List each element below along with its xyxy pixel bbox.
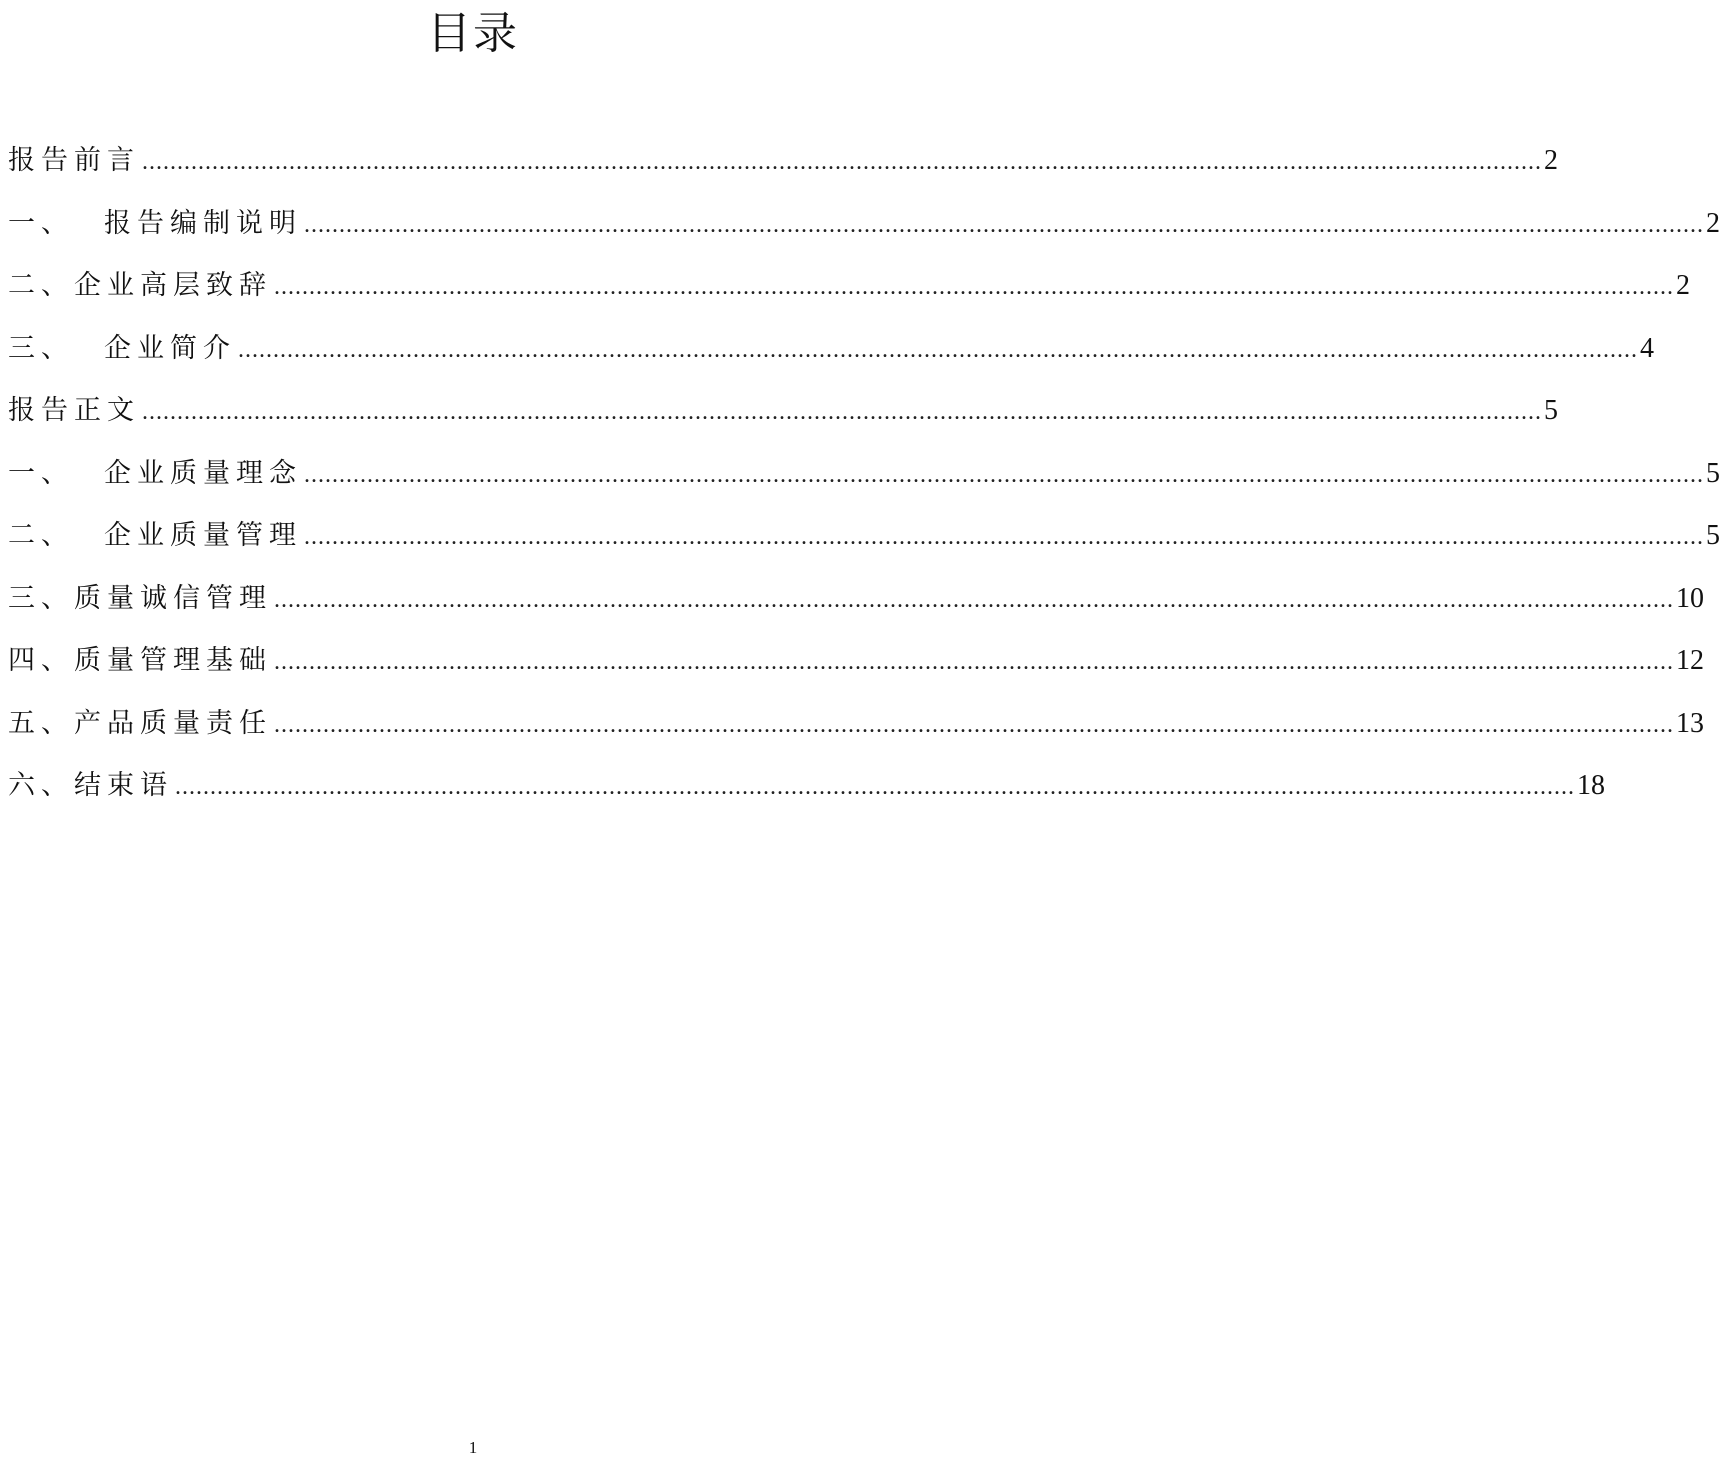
toc-entry[interactable] <box>8 568 1704 631</box>
toc-entry[interactable] <box>8 693 1704 756</box>
toc-dot-leader: ........................................................................................................................................................................................................ <box>304 461 1704 488</box>
toc-dot-leader: ........................................................................................................................................................................................................ <box>142 149 1542 175</box>
toc-entry-page: 13 <box>1676 707 1704 739</box>
toc-entry[interactable] <box>8 755 1605 818</box>
toc-entry-label <box>8 505 302 568</box>
toc-dot-leader: ........................................................................................................................................................................................................ <box>175 774 1575 800</box>
toc-entry-page: 2 <box>1676 270 1690 301</box>
toc-dot-leader: ........................................................................................................................................................................................................ <box>304 524 1704 550</box>
toc-entry-label-text: 企业质量理念 <box>104 457 302 489</box>
toc-entry[interactable] <box>8 505 1720 568</box>
toc-dot-leader: ........................................................................................................................................................................................................ <box>274 274 1674 300</box>
toc-entry-number: 一、 <box>8 457 74 489</box>
toc-entry-label-text: 报告前言 <box>8 145 140 176</box>
toc-entry[interactable] <box>8 130 1558 193</box>
toc-entry-label-text: 报告编制说明 <box>104 207 302 239</box>
toc-entry-number: 一、 <box>8 207 74 239</box>
toc-entry-label <box>8 130 140 193</box>
toc-entry-label-text: 企业简介 <box>104 332 236 364</box>
toc-entry-label <box>8 255 272 318</box>
page-number: 1 <box>468 1438 478 1457</box>
toc-entry-label <box>8 380 140 443</box>
toc-entry-label <box>8 693 272 756</box>
toc-entry-page: 5 <box>1706 520 1720 551</box>
toc-entry-label <box>8 443 302 506</box>
toc-dot-leader: ........................................................................................................................................................................................................ <box>238 336 1638 363</box>
table-of-contents <box>8 130 1720 818</box>
toc-entry-label-text: 三、质量诚信管理 <box>8 582 272 614</box>
toc-entry-page: 2 <box>1544 145 1558 176</box>
toc-entry[interactable] <box>8 255 1690 318</box>
toc-entry-page: 2 <box>1706 207 1720 239</box>
toc-dot-leader: ........................................................................................................................................................................................................ <box>274 711 1674 738</box>
toc-entry[interactable] <box>8 193 1720 256</box>
toc-entry-label <box>8 755 173 818</box>
toc-entry-label <box>8 318 236 381</box>
toc-entry[interactable] <box>8 318 1654 381</box>
toc-entry-number: 二、 <box>8 520 74 551</box>
toc-entry-label <box>8 630 272 693</box>
toc-entry-page: 4 <box>1640 332 1654 364</box>
page-title: 目录 <box>427 8 519 59</box>
toc-dot-leader: ........................................................................................................................................................................................................ <box>274 586 1674 613</box>
toc-entry-label-text: 二、企业高层致辞 <box>8 270 272 301</box>
toc-entry-page: 12 <box>1676 645 1704 676</box>
toc-dot-leader: ........................................................................................................................................................................................................ <box>274 649 1674 675</box>
toc-entry-page: 18 <box>1577 770 1605 801</box>
toc-entry-number: 三、 <box>8 332 74 364</box>
toc-entry-label-text: 六、结束语 <box>8 770 173 801</box>
toc-entry-page: 5 <box>1706 457 1720 489</box>
toc-entry-label-text: 报告正文 <box>8 395 140 426</box>
toc-dot-leader: ........................................................................................................................................................................................................ <box>142 399 1542 425</box>
toc-entry-label <box>8 568 272 631</box>
toc-entry[interactable] <box>8 380 1558 443</box>
toc-dot-leader: ........................................................................................................................................................................................................ <box>304 211 1704 238</box>
toc-entry-page: 10 <box>1676 582 1704 614</box>
toc-entry-label <box>8 193 302 256</box>
toc-entry[interactable] <box>8 443 1720 506</box>
toc-entry-label-text: 五、产品质量责任 <box>8 707 272 739</box>
toc-entry[interactable] <box>8 630 1704 693</box>
toc-entry-label-text: 四、质量管理基础 <box>8 645 272 676</box>
toc-entry-label-text: 企业质量管理 <box>104 520 302 551</box>
toc-entry-page: 5 <box>1544 395 1558 426</box>
